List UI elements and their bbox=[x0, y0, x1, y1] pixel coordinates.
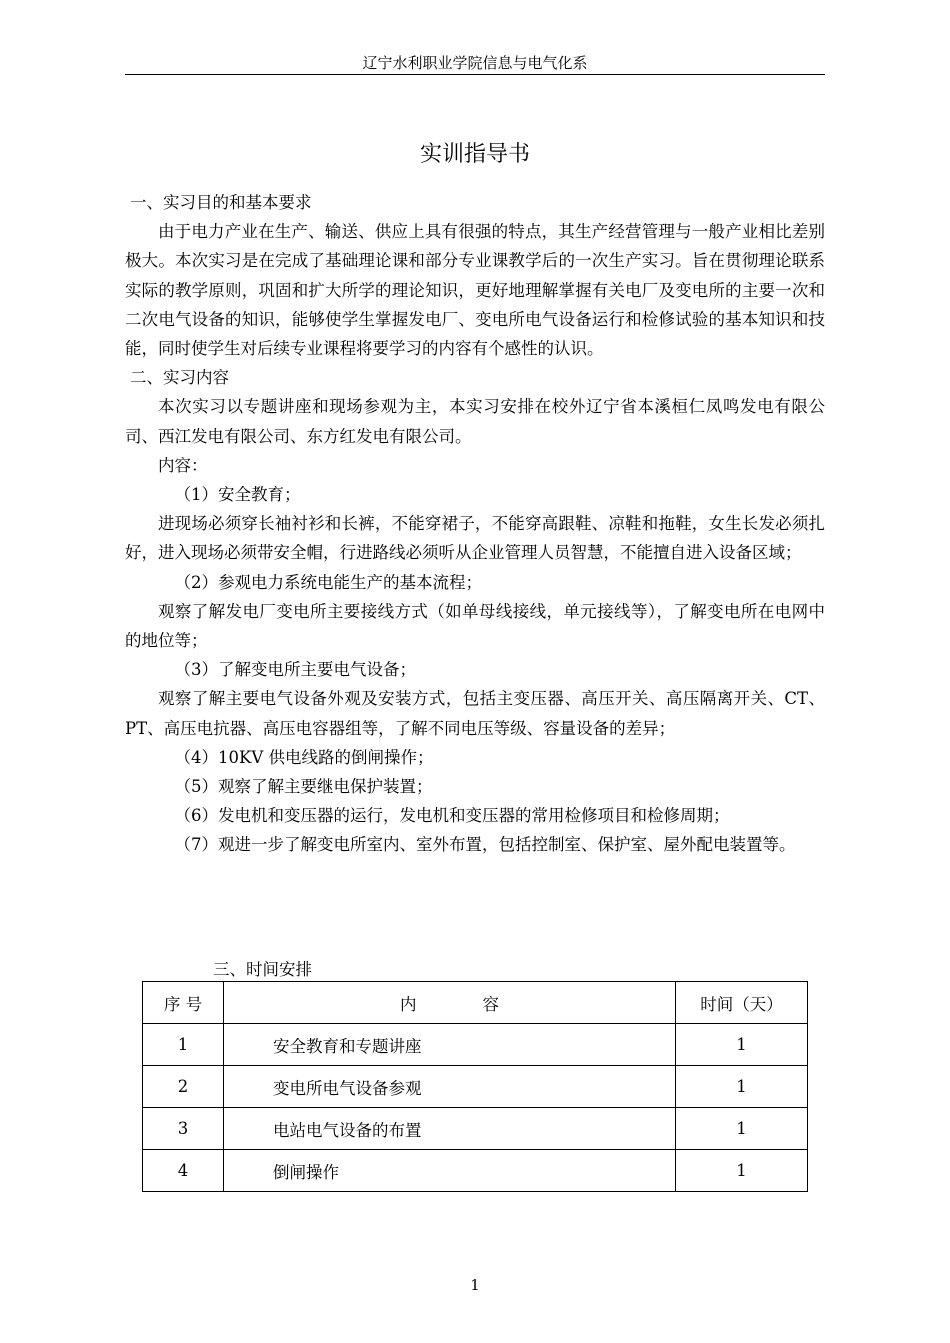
section3-heading: 三、时间安排 bbox=[213, 960, 312, 979]
item2-title: （2）参观电力系统电能生产的基本流程； bbox=[174, 572, 482, 592]
item7: （7）观进一步了解变电所室内、室外布置，包括控制室、保护室、屋外配电装置等。 bbox=[174, 835, 796, 855]
section2-heading: 二、实习内容 bbox=[130, 368, 229, 388]
item5: （5）观察了解主要继电保护装置； bbox=[174, 777, 433, 797]
header-index: 序 号 bbox=[143, 982, 224, 1024]
item2-text: 观察了解发电厂变电所主要接线方式（如单母线接线，单元接线等），了解变电所在电网中的地位等； bbox=[125, 601, 825, 651]
section1-heading: 一、实习目的和基本要求 bbox=[130, 193, 312, 212]
schedule-table bbox=[142, 981, 808, 1192]
row-content: 安全教育和专题讲座 bbox=[224, 1024, 676, 1066]
header-days: 时间（天） bbox=[676, 982, 808, 1024]
row-index: 3 bbox=[143, 1108, 224, 1150]
item3-text: 观察了解主要电气设备外观及安装方式，包括主变压器、高压开关、高压隔离开关、CT、PT、高压电抗器、高压电容器组等，了解不同电压等级、容量设备的差异； bbox=[125, 689, 825, 738]
row-days: 1 bbox=[676, 1066, 808, 1108]
header-rule bbox=[125, 74, 825, 75]
item3-title: （3）了解变电所主要电气设备； bbox=[174, 660, 416, 680]
table-row bbox=[143, 1024, 808, 1066]
row-index: 1 bbox=[143, 1024, 224, 1066]
table-row bbox=[143, 1108, 808, 1150]
row-days: 1 bbox=[676, 1150, 808, 1192]
row-index: 2 bbox=[143, 1066, 224, 1108]
row-content: 倒闸操作 bbox=[224, 1150, 676, 1192]
document-title: 实训指导书 bbox=[419, 142, 530, 167]
page-header: 辽宁水利职业学院信息与电气化系 bbox=[362, 54, 588, 72]
document-body bbox=[125, 188, 825, 860]
row-content: 电站电气设备的布置 bbox=[224, 1108, 676, 1150]
table-row bbox=[143, 1066, 808, 1108]
row-days: 1 bbox=[676, 1024, 808, 1066]
table-header-row bbox=[143, 982, 808, 1024]
page-number: 1 bbox=[470, 1276, 480, 1294]
row-content: 变电所电气设备参观 bbox=[224, 1066, 676, 1108]
item4: （4）10KV 供电线路的倒闸操作； bbox=[174, 747, 434, 767]
item1-title: （1）安全教育； bbox=[174, 485, 301, 505]
table-row bbox=[143, 1150, 808, 1192]
row-days: 1 bbox=[676, 1108, 808, 1150]
content-label: 内容： bbox=[158, 455, 208, 475]
section1-paragraph: 由于电力产业在生产、输送、供应上具有很强的特点，其生产经营管理与一般产业相比差别极大。本次实习是在完成了基础理论课和部分专业课教学后的一次生产实习。旨在贯彻理论联系实际的教学原则，巩固和扩大所学的理论知识，更好地理解掌握有关电厂及变电所的主要一次和二次电气设备的知识，能够使学生掌握发电厂、变电所电气设备运行和检修试验的基本知识和技能，同时使学生对后续专业课程将要学习的内容有个感性的认识。 bbox=[125, 222, 825, 359]
row-index: 4 bbox=[143, 1150, 224, 1192]
section2-intro: 本次实习以专题讲座和现场参观为主，本实习安排在校外辽宁省本溪桓仁凤鸣发电有限公司、西江发电有限公司、东方红发电有限公司。 bbox=[125, 397, 825, 446]
item1-text: 进现场必须穿长袖衬衫和长裤，不能穿裙子，不能穿高跟鞋、凉鞋和拖鞋，女生长发必须扎好，进入现场必须带安全帽，行进路线必须听从企业管理人员智慧，不能擅自进入设备区域； bbox=[125, 514, 825, 563]
header-content: 内 容 bbox=[224, 982, 676, 1024]
item6: （6）发电机和变压器的运行，发电机和变压器的常用检修项目和检修周期； bbox=[174, 806, 730, 826]
